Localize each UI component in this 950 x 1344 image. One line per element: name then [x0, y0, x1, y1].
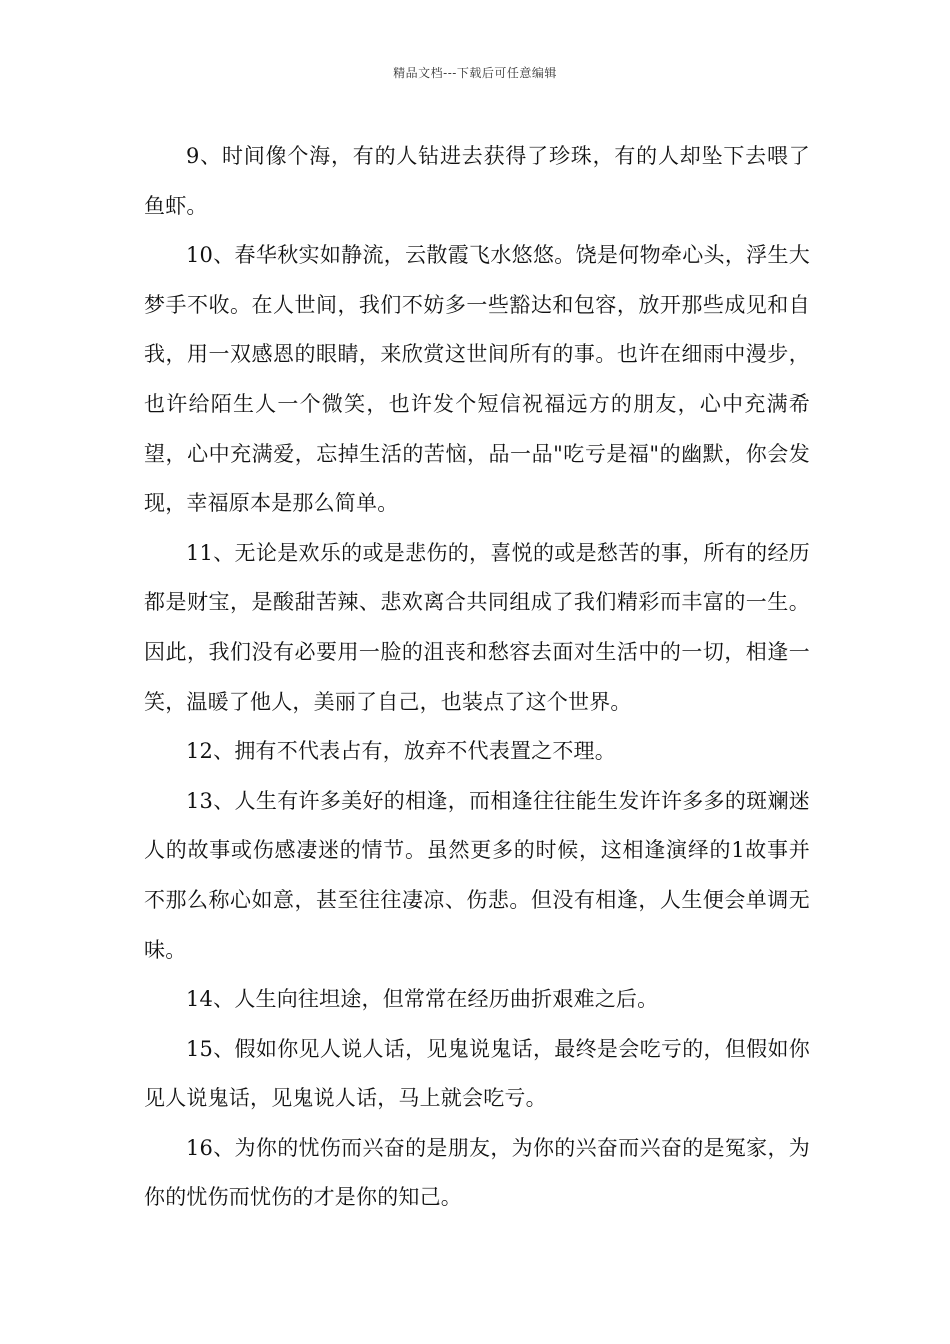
paragraph-13: 13、人生有许多美好的相逢，而相逢往往能生发许许多多的斑斓迷人的故事或伤感凄迷的情节。虽然更多的时候，这相逢演绎的1故事并不那么称心如意，甚至往往凄凉、伤悲。但没有相逢，人生便会单调无味。 — [144, 788, 810, 962]
paragraph-14: 14、人生向往坦途，但常常在经历曲折艰难之后。 — [186, 987, 659, 1012]
paragraph-16: 16、为你的忧伤而兴奋的是朋友，为你的兴奋而兴奋的是冤家，为你的忧伤而忧伤的才是你的知己。 — [144, 1135, 810, 1210]
paragraph-10: 10、春华秋实如静流，云散霞飞水悠悠。饶是何物牵心头，浮生大梦手不收。在人世间，我们不妨多一些豁达和包容，放开那些成见和自我，用一双感恩的眼睛，来欣赏这世间所有的事。也许在细雨中漫步，也许给陌生人一个微笑，也许发个短信祝福远方的朋友，心中充满希望，心中充满爱，忘掉生活的苦恼，品一品"吃亏是福"的幽默，你会发现，幸福原本是那么简单。 — [144, 243, 810, 516]
page-header: 精品文档---下载后可任意编辑 — [393, 66, 557, 80]
document-body — [144, 132, 810, 1223]
paragraph-9: 9、时间像个海，有的人钻进去获得了珍珠，有的人却坠下去喂了鱼虾。 — [144, 144, 810, 218]
paragraph-11: 11、无论是欢乐的或是悲伤的，喜悦的或是愁苦的事，所有的经历都是财宝，是酸甜苦辣、悲欢离合共同组成了我们精彩而丰富的一生。因此，我们没有必要用一脸的沮丧和愁容去面对生活中的一切，相逢一笑，温暖了他人，美丽了自己，也装点了这个世界。 — [144, 540, 810, 714]
paragraph-12: 12、拥有不代表占有，放弃不代表置之不理。 — [186, 739, 616, 764]
paragraph-15: 15、假如你见人说人话，见鬼说鬼话，最终是会吃亏的，但假如你见人说鬼话，见鬼说人话，马上就会吃亏。 — [144, 1036, 810, 1111]
